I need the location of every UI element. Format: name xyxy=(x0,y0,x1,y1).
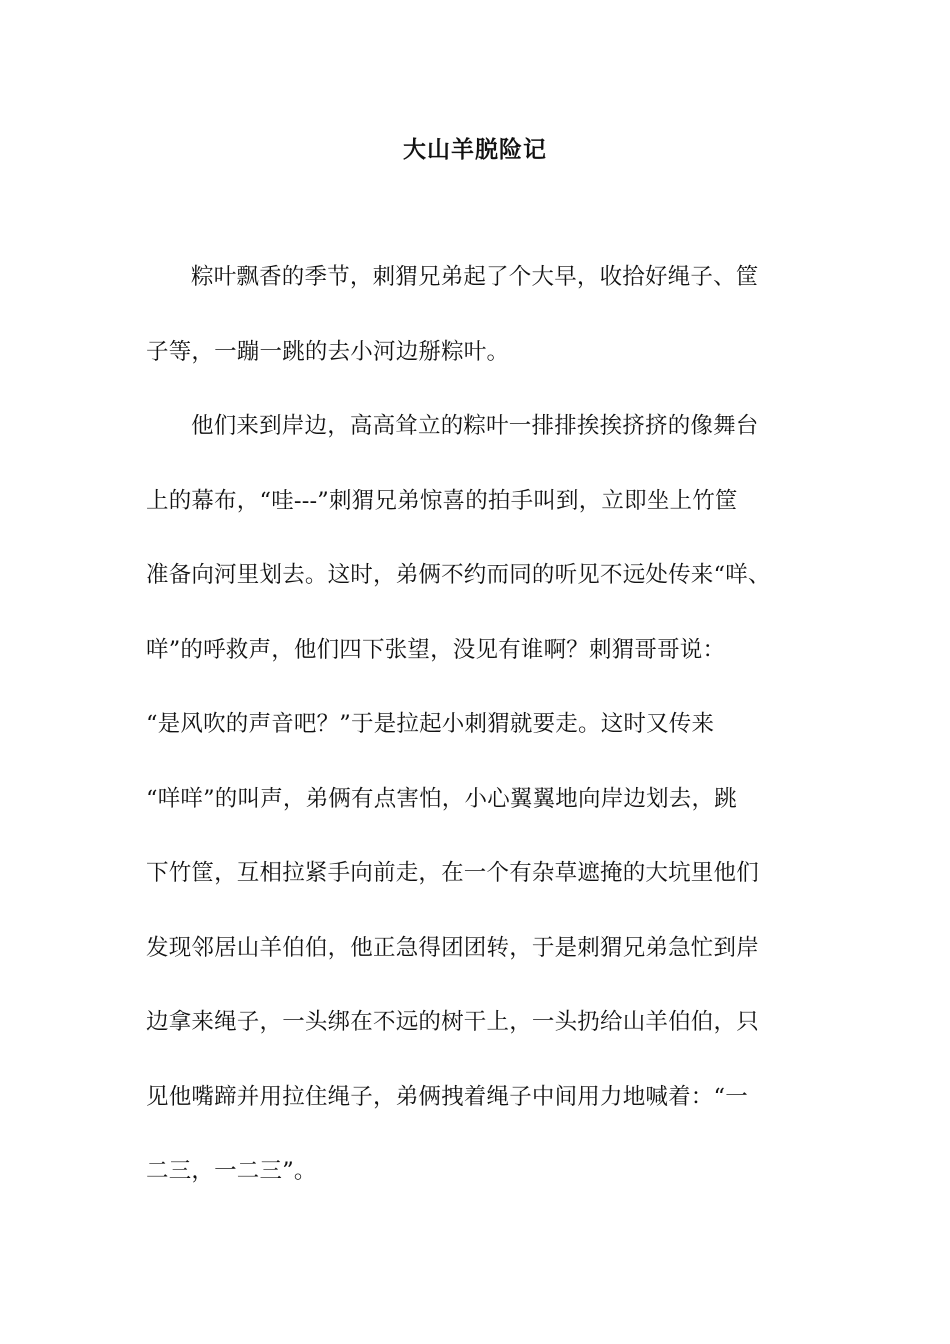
paragraph-2-line-3: 准备向河里划去。这时，弟俩不约而同的听见不远处传来“咩、 xyxy=(146,562,771,588)
paragraph-2-line-2: 上的幕布，“哇---”刺猬兄弟惊喜的拍手叫到，立即坐上竹筐 xyxy=(146,488,738,514)
paragraph-2-line-8: 发现邻居山羊伯伯，他正急得团团转，于是刺猬兄弟急忙到岸 xyxy=(146,935,759,961)
paragraph-2-line-5: “是风吹的声音吧？”于是拉起小刺猬就要走。这时又传来 xyxy=(146,711,715,737)
paragraph-2-line-4: 咩”的呼救声，他们四下张望，没见有谁啊？刺猬哥哥说： xyxy=(146,637,726,663)
paragraph-1-line-1: 粽叶飘香的季节，刺猬兄弟起了个大早，收拾好绳子、筐 xyxy=(191,264,759,290)
paragraph-2-line-11: 二三，一二三”。 xyxy=(146,1158,317,1184)
paragraph-2-line-10: 见他嘴蹄并用拉住绳子，弟俩拽着绳子中间用力地喊着：“一 xyxy=(146,1084,748,1110)
paragraph-2-line-7: 下竹筐，互相拉紧手向前走，在一个有杂草遮掩的大坑里他们 xyxy=(146,860,759,886)
paragraph-1-line-2: 子等，一蹦一跳的去小河边掰粽叶。 xyxy=(146,339,510,365)
paragraph-2-line-9: 边拿来绳子，一头绑在不远的树干上，一头扔给山羊伯伯，只 xyxy=(146,1009,759,1035)
paragraph-2-line-1: 他们来到岸边，高高耸立的粽叶一排排挨挨挤挤的像舞台 xyxy=(191,413,759,439)
paragraph-2-line-6: “咩咩”的叫声，弟俩有点害怕，小心翼翼地向岸边划去，跳 xyxy=(146,786,737,812)
document-title: 大山羊脱险记 xyxy=(403,136,547,163)
